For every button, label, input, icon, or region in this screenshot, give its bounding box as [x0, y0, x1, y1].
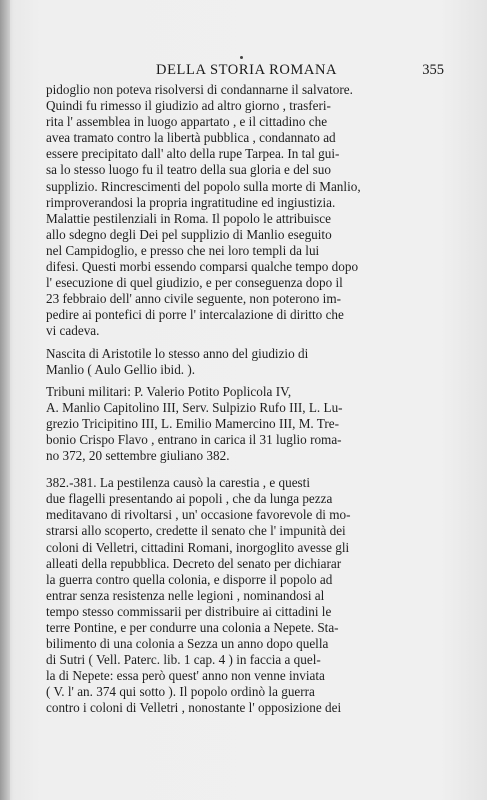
text-line: contro i coloni di Velletri , nonostante l' opposizione dei	[46, 700, 342, 716]
text-line: ( V. l' an. 374 qui sotto ). Il popolo ordinò la guerra	[46, 684, 315, 700]
text-line: di Sutri ( Vell. Paterc. lib. 1 cap. 4 ) in faccia a quel-	[46, 652, 321, 668]
paragraph	[46, 82, 448, 340]
text-line: strarsi allo scoperto, credette il senato che l' impunità dei	[46, 523, 346, 539]
text-line: due flagelli presentando ai popoli , che da lunga pezza	[46, 491, 333, 507]
text-line: Malattie pestilenziali in Roma. Il popolo le attribuisce	[46, 210, 331, 226]
text-line: grezio Tricipitino III, L. Emilio Mamercino III, M. Tre-	[46, 415, 340, 431]
page-number: 355	[422, 62, 444, 78]
text-line: Quindi fu rimesso il giudizio ad altro giorno , trasferi-	[46, 98, 331, 114]
paragraph	[46, 475, 448, 716]
page-header	[46, 62, 446, 84]
text-line: entrar senza resistenza nelle legioni , nominandosi al	[46, 587, 325, 603]
text-line: sa lo stesso luogo fu il teatro della sua gloria e del suo	[46, 162, 331, 178]
text-line: difesi. Questi morbi essendo comparsi qualche tempo dopo	[46, 259, 359, 275]
text-line: terre Pontine, e per condurre una colonia a Nepete. Sta-	[46, 620, 339, 635]
text-line: l' esecuzione di quel giudizio, e per conseguenza dopo il	[46, 275, 343, 291]
text-line: la di Nepete: essa però quest' anno non venne inviata	[46, 668, 325, 684]
body-text	[46, 82, 448, 717]
page-binding-shadow	[0, 0, 10, 800]
text-line: 23 febbraio dell' anno civile seguente, non poterono im-	[46, 291, 341, 307]
running-title: DELLA STORIA ROMANA	[156, 62, 338, 78]
ink-dot	[240, 56, 243, 59]
paragraph-gap	[46, 464, 448, 475]
text-line: rimproverandosi la propria ingratitudine ed ingiustizia.	[46, 194, 336, 210]
paragraph	[46, 384, 448, 464]
text-line: Nascita di Aristotile lo stesso anno del giudizio di	[46, 345, 309, 361]
text-line: Manlio ( Aulo Gellio ibid. ).	[46, 361, 196, 377]
text-line: alleati della repubblica. Decreto del senato per dichiarar	[46, 555, 342, 571]
paragraph	[46, 346, 448, 378]
text-line: Tribuni militari: P. Valerio Potito Poplicola IV,	[46, 383, 292, 399]
text-line: essere precipitato dall' alto della rupe Tarpea. In tal gui-	[46, 146, 340, 162]
text-line: A. Manlio Capitolino III, Serv. Sulpizio Rufo III, L. Lu-	[46, 399, 343, 415]
text-line: avea tramato contro la libertà pubblica , condannato ad	[46, 130, 336, 146]
text-line: rita l' assemblea in luogo appartato , e il cittadino che	[46, 114, 328, 130]
text-line: bonio Crispo Flavo , entrano in carica il 31 luglio roma-	[46, 431, 342, 447]
text-line: allo sdegno degli Dei pel supplizio di Manlio eseguito	[46, 226, 332, 242]
text-line: bilimento di una colonia a Sezza un anno dopo quella	[46, 636, 329, 652]
text-line: la guerra contro quella colonia, e disporre il popolo ad	[46, 571, 333, 587]
text-line: meditavano di rivoltarsi , un' occasione favorevole di mo-	[46, 507, 351, 523]
text-line: supplizio. Rincrescimenti del popolo sulla morte di Manlio,	[46, 178, 361, 194]
text-line: no 372, 20 settembre giuliano 382.	[46, 448, 230, 464]
text-line: tempo stesso commissarii per distribuire ai cittadini le	[46, 603, 332, 619]
text-line: pedire ai pontefici di porre l' intercalazione di diritto che	[46, 307, 344, 323]
text-line: nel Campidoglio, e presso che nei loro templi da lui	[46, 242, 320, 258]
text-line: vi cadeva.	[46, 323, 100, 339]
text-line: coloni di Velletri, cittadini Romani, inorgoglito avesse gli	[46, 539, 350, 555]
text-line: pidoglio non poteva risolversi di condannarne il salvatore.	[46, 82, 353, 97]
text-line: 382.-381. La pestilenza causò la carestia , e questi	[46, 475, 311, 491]
